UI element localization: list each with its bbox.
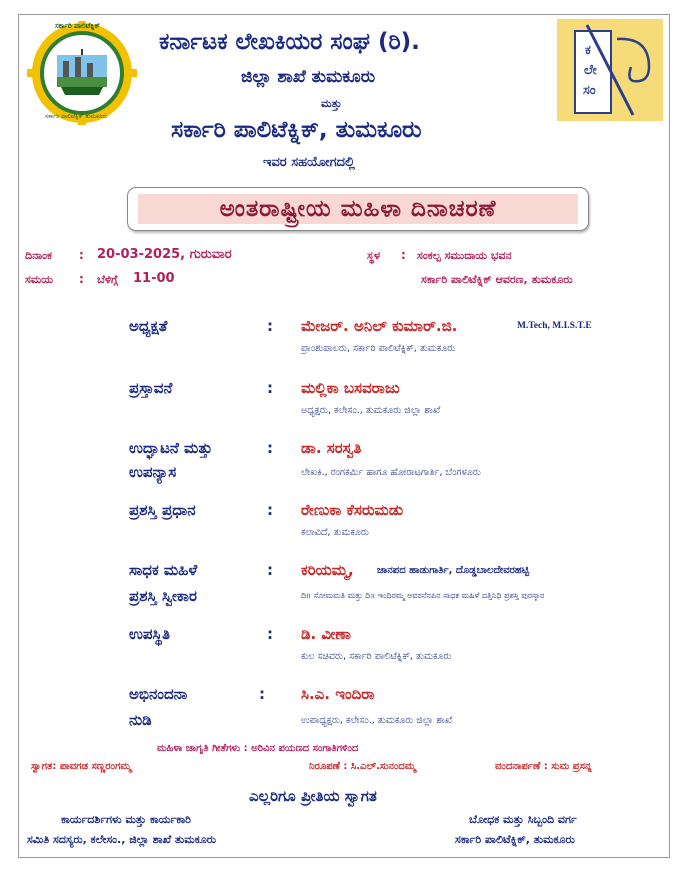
name-presence: ಡಿ. ವೀಣಾ [301,625,351,643]
role-colon: : [267,561,273,579]
hosts-right-line2: ಸರ್ಕಾರಿ ಪಾಲಿಟೆಕ್ನಿಕ್, ತುಮಕೂರು [455,833,575,846]
name-felicitation: ಸಿ.ಎ. ಇಂದಿರಾ [301,685,375,703]
time-value: 11-00 [133,271,175,286]
cooperation-text: ಇವರ ಸಹಯೋಗದಲ್ಲಿ [263,155,355,170]
invite-message: ಎಲ್ಲರಿಗೂ ಪ್ರೀತಿಯ ಸ್ವಾಗತ [249,787,377,805]
event-title: ಅಂತರಾಷ್ಟ್ರೀಯ ಮಹಿಳಾ ದಿನಾಚರಣೆ [138,194,578,224]
and-text: ಮತ್ತು [321,97,342,110]
venue-address: ಸರ್ಕಾರಿ ಪಾಲಿಟೆಕ್ನಿಕ್ ಆವರಣ, ತುಮಕೂರು [421,273,573,286]
logo-letter-sam: ಸಂ [583,83,596,98]
role-achiever-award: ಸಾಧಕ ಮಹಿಳೆ [129,561,198,579]
name-inauguration: ಡಾ. ಸರಸ್ವತಿ [301,439,362,457]
org-name: ಕರ್ನಾಟಕ ಲೇಖಕಿಯರ ಸಂಘ (ರಿ). [159,29,420,55]
anchoring: ನಿರೂಪಣೆ : ಸಿ.ಎಲ್.ಸುನಂದಮ್ಮ [309,761,416,772]
desc-presidency: ಪ್ರಾಂಶುಪಾಲರು, ಸರ್ಕಾರಿ ಪಾಲಿಟೆಕ್ನಿಕ್, ತುಮಕೂರು [301,343,456,354]
desc-presence: ಕುಲ ಸಚಿವರು, ಸರ್ಕಾರಿ ಪಾಲಿಟೆಕ್ನಿಕ್, ತುಮಕೂರು [301,651,452,662]
role-inauguration-line2: ಉಪನ್ಯಾಸ [129,463,177,481]
role-colon: : [267,317,273,335]
hosts-left-line2: ಸಮಿತಿ ಸದಸ್ಯರು, ಕಲೇಸಂ., ಜಿಲ್ಲಾ ಶಾಖೆ ತುಮಕೂರು [27,833,217,846]
venue-label: ಸ್ಥಳ [367,249,380,262]
logo-letter-le: ಲೇ [584,63,597,78]
lekhakiyara-sangha-logo [557,19,663,121]
date-value: 20-03-2025, ಗುರುವಾರ [97,247,232,262]
logo-bottom-text: ಸರ್ಕಾರಿ ಪಾಲಿಟೆಕ್ನಿಕ್ ತುಮಕೂರು [45,113,108,120]
desc-award-presentation: ಕಲಾವಿದೆ, ತುಮಕೂರು [301,527,369,538]
logo-top-text: ಸರ್ಕಾರಿ ಪಾಲಿಟೆಕ್ನಿಕ್ [55,22,101,30]
role-presence: ಉಪಸ್ಥಿತಿ [129,625,170,643]
role-colon: : [259,685,265,703]
role-achiever-award-line2: ಪ್ರಶಸ್ತಿ ಸ್ವೀಕಾರ [129,587,197,605]
name-award-presentation: ರೇಣುಕಾ ಕೆಸರುಮಡು [301,501,404,519]
role-presidency: ಅಧ್ಯಕ್ಷತೆ [129,317,168,335]
name-achiever-award: ಕರಿಯಮ್ಮ, [301,561,354,579]
role-felicitation-line2: ನುಡಿ [129,711,152,729]
invitation-card [18,14,670,858]
branch-name: ಜಿಲ್ಲಾ ಶಾಖೆ ತುಮಕೂರು [241,67,376,87]
venue-colon: : [401,248,406,262]
name-introduction: ಮಲ್ಲಿಕಾ ಬಸವರಾಜು [301,379,400,397]
awareness-songs: ಮಹಿಳಾ ಜಾಗೃತಿ ಗೀತೆಗಳು : ಅರಿವಿನ ಪಯಣದ ಸಂಗಾತಿಗಳಿಂದ [157,743,359,754]
welcome-speech: ಸ್ವಾಗತ: ಪಾವಗಡ ಸಣ್ಣರಂಗಮ್ಮ [31,761,132,772]
college-name: ಸರ್ಕಾರಿ ಪಾಲಿಟೆಕ್ನಿಕ್, ತುಮಕೂರು [171,117,422,143]
role-colon: : [267,439,273,457]
role-colon: : [267,625,273,643]
date-label: ದಿನಾಂಕ [25,249,52,262]
role-award-presentation: ಪ್ರಶಸ್ತಿ ಪ್ರಧಾನ [129,501,196,519]
desc-felicitation: ಉಪಾಧ್ಯಕ್ಷರು, ಕಲೇಸಂ., ತುಮಕೂರು ಜಿಲ್ಲಾ ಶಾಖೆ [301,715,453,726]
name-suffix-achiever: ಜಾನಪದ ಹಾಡುಗಾರ್ತಿ, ದೊಡ್ಡಬಾಲದೇವರಹಟ್ಟಿ [377,565,530,576]
time-prefix: ಬೆಳಿಗ್ಗೆ [97,273,118,286]
role-colon: : [267,501,273,519]
name-suffix-presidency: M.Tech, M.I.S.T.E [517,321,592,331]
desc-achiever-award: ದಿ॥ ಸೋಮಮತಿ ಮತ್ತು ದಿ॥ ಇಂದಿರಮ್ಮ ಅವರನೆನಪಿನ ಸಾಧಕ ಮಹಿಳೆ ದತ್ತಿನಿಧಿ ಪ್ರಶಸ್ತಿ ಪುರಸ್ಕಾರ [301,591,545,600]
time-colon: : [79,272,84,286]
logo-letter-ka: ಕ [585,43,591,58]
event-title-box [127,187,589,231]
venue-value: ಸಂಕಲ್ಪ ಸಮುದಾಯ ಭವನ [417,249,512,262]
role-felicitation: ಅಭಿನಂದನಾ [129,685,188,703]
desc-inauguration: ಲೇಖಕಿ., ರಂಗಕರ್ಮಿ ಹಾಗೂ ಹೋರಾಟಗಾರ್ತಿ, ಬೆಂಗಳೂರು [301,467,481,478]
polytechnic-logo [27,21,137,125]
role-colon: : [267,379,273,397]
role-introduction: ಪ್ರಸ್ತಾವನೆ [129,379,173,397]
date-colon: : [79,248,84,262]
desc-introduction: ಅಧ್ಯಕ್ಷರು, ಕಲೇಸಂ., ತುಮಕೂರು ಜಿಲ್ಲಾ ಶಾಖೆ [301,405,441,416]
name-presidency: ಮೇಜರ್. ಅನಿಲ್ ಕುಮಾರ್.ಜಿ. [301,317,458,335]
hosts-left-line1: ಕಾರ್ಯದರ್ಶಿಗಳು ಮತ್ತು ಕಾರ್ಯಕಾರಿ [61,813,191,826]
role-inauguration: ಉದ್ಘಾಟನೆ ಮತ್ತು [129,439,213,457]
time-label: ಸಮಯ [25,273,54,286]
vote-of-thanks: ವಂದನಾರ್ಪಣೆ : ಸುಮ ಪ್ರಸನ್ನ [495,761,592,772]
hosts-right-line1: ಬೋಧಕ ಮತ್ತು ಸಿಬ್ಬಂದಿ ವರ್ಗ [469,813,577,826]
